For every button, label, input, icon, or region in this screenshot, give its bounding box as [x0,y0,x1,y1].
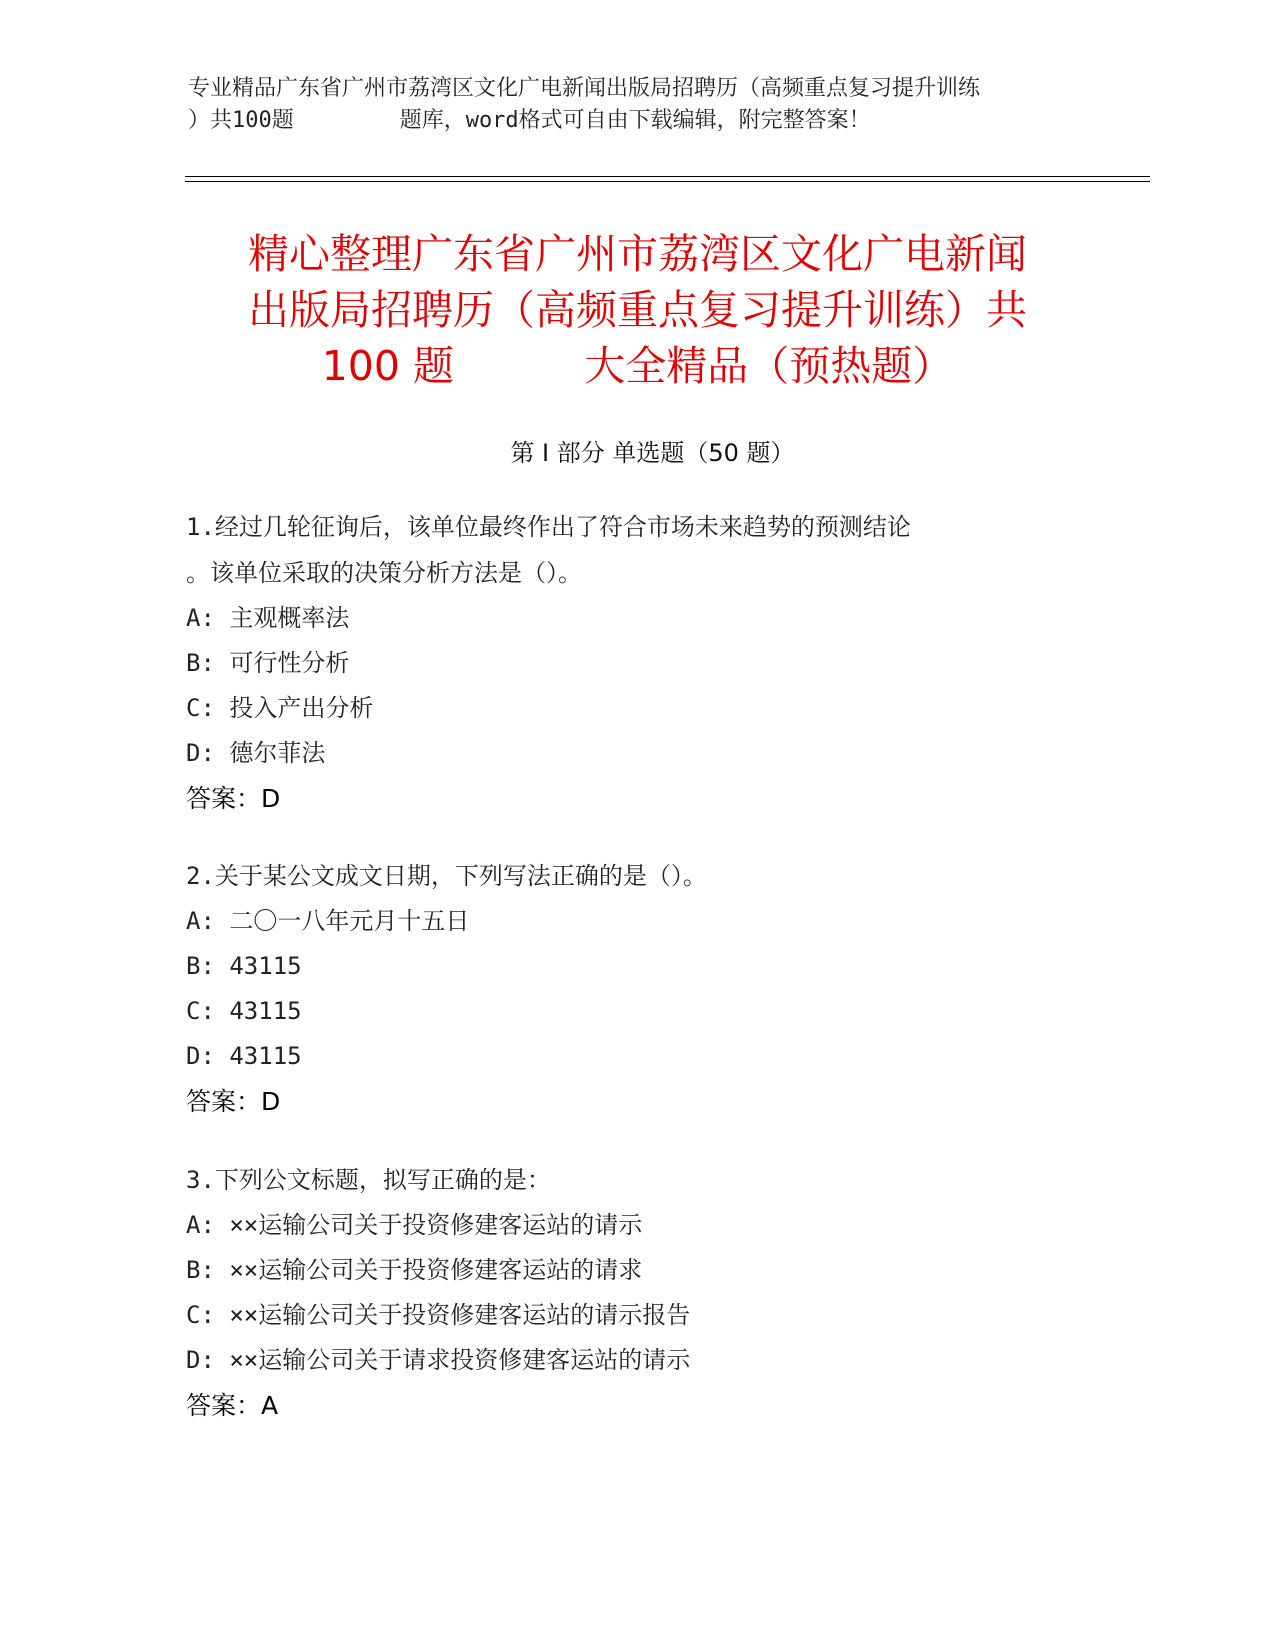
header-note-line-1: 专业精品广东省广州市荔湾区文化广电新闻出版局招聘历（高频重点复习提升训练 [188,76,981,101]
option-d: D: 43115 [186,1042,302,1070]
option-a: A: 二〇一八年元月十五日 [186,907,470,935]
question-stem-continued: 。该单位采取的决策分析方法是（）。 [186,559,582,587]
header-note [188,73,1088,137]
option-a: A: ××运输公司关于投资修建客运站的请示 [186,1211,643,1239]
header-divider-bottom [185,181,1150,182]
question-3 [186,1157,1106,1429]
document-title-line-1: 精心整理广东省广州市荔湾区文化广电新闻 [248,230,1027,278]
document-title-line-2: 出版局招聘历（高频重点复习提升训练）共 [248,286,1027,334]
question-stem: 1.经过几轮征询后，该单位最终作出了符合市场未来趋势的预测结论 [186,513,911,541]
question-2 [186,853,1106,1125]
question-1 [186,504,1106,822]
option-c: C: ××运输公司关于投资修建客运站的请示报告 [186,1301,691,1329]
header-divider-top [185,176,1150,177]
answer: 答案：A [186,1391,279,1420]
document-title-line-3: 100 题 大全精品（预热题） [321,342,954,390]
option-d: D: 德尔菲法 [186,739,326,767]
section-title: 第 I 部分 单选题（50 题） [510,439,795,467]
question-stem: 2.关于某公文成文日期，下列写法正确的是（）。 [186,862,707,890]
option-c: C: 43115 [186,997,302,1025]
header-note-line-2: ）共100题 题库，word格式可自由下载编辑，附完整答案！ [188,108,871,133]
option-b: B: ××运输公司关于投资修建客运站的请求 [186,1256,643,1284]
question-stem: 3.下列公文标题，拟写正确的是： [186,1166,551,1194]
answer: 答案：D [186,784,281,813]
answer: 答案：D [186,1087,281,1116]
option-d: D: ××运输公司关于请求投资修建客运站的请示 [186,1346,691,1374]
document-title [170,226,1105,394]
option-c: C: 投入产出分析 [186,694,374,722]
option-a: A: 主观概率法 [186,604,350,632]
option-b: B: 43115 [186,952,302,980]
option-b: B: 可行性分析 [186,649,350,677]
